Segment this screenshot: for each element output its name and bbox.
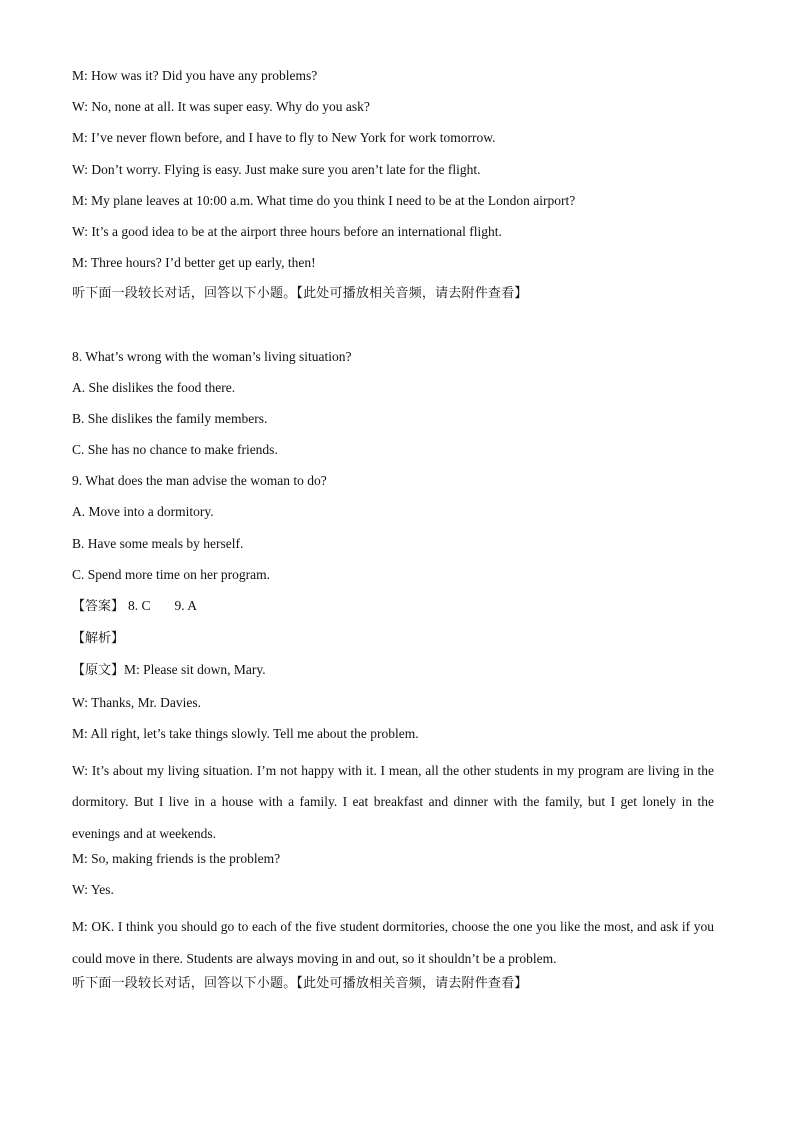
original-text-tag: 【原文】: [72, 663, 125, 679]
dialogue-line: M: So, making friends is the problem?: [72, 850, 281, 866]
dialogue-2: [72, 660, 714, 973]
dialogue-line: M: How was it? Did you have any problems?: [72, 68, 318, 83]
question-option: C. Spend more time on her program.: [72, 566, 270, 582]
answer-9: 9. A: [174, 598, 198, 613]
answer-8: 8. C: [128, 598, 151, 613]
dialogue-line: [72, 660, 714, 681]
dialogue-line: W: Thanks, Mr. Davies.: [72, 694, 201, 710]
analysis-line: [72, 628, 714, 649]
dialogue-line: W: It’s a good idea to be at the airport three hours before an international flight.: [72, 223, 502, 239]
question-stem: 8. What’s wrong with the woman’s living situation?: [72, 348, 352, 364]
dialogue-line: M: I’ve never flown before, and I have to fly to New York for work tomorrow.: [72, 130, 496, 146]
question-option: B. She dislikes the family members.: [72, 410, 268, 426]
question-option: B. Have some meals by herself.: [72, 535, 244, 551]
listening-instruction: 听下面一段较长对话，回答以下小题。【此处可播放相关音频，请去附件查看】: [72, 975, 528, 991]
question-stem: 9. What does the man advise the woman to do?: [72, 473, 327, 489]
analysis-tag: 【解析】: [72, 631, 125, 647]
answer-tag: 【答案】: [72, 599, 125, 614]
question-option: A. Move into a dormitory.: [72, 504, 214, 520]
dialogue-line: W: Don’t worry. Flying is easy. Just make sure you aren’t late for the flight.: [72, 161, 481, 177]
question-9: [72, 471, 714, 585]
dialogue-text: M: Please sit down, Mary.: [124, 662, 266, 678]
question-8: [72, 347, 714, 461]
dialogue-line: M: My plane leaves at 10:00 a.m. What time do you think I need to be at the London airport?: [72, 192, 576, 208]
answer-line: [72, 596, 714, 617]
dialogue-paragraph: M: OK. I think you should go to each of the five student dormitories, choose the one you like the most, and ask if you could move in there. Students are always moving in and out, so it shouldn’t be a problem.: [72, 919, 714, 966]
dialogue-line: M: Three hours? I’d better get up early, then!: [72, 255, 316, 271]
listening-instruction: 听下面一段较长对话，回答以下小题。【此处可播放相关音频，请去附件查看】: [72, 286, 528, 302]
question-option: C. She has no chance to make friends.: [72, 442, 278, 458]
dialogue-1: [72, 66, 714, 273]
question-option: A. She dislikes the food there.: [72, 379, 236, 395]
dialogue-line: W: No, none at all. It was super easy. Why do you ask?: [72, 99, 370, 115]
spacer: [72, 316, 714, 347]
dialogue-line: M: All right, let’s take things slowly. Tell me about the problem.: [72, 725, 419, 741]
dialogue-line: W: Yes.: [72, 882, 114, 898]
dialogue-paragraph: W: It’s about my living situation. I’m not happy with it. I mean, all the other students in my program are living in the dormitory. But I live in a house with a family. I eat breakfast and dinner with the family, but I get lonely in the evenings and at weekends.: [72, 762, 714, 841]
